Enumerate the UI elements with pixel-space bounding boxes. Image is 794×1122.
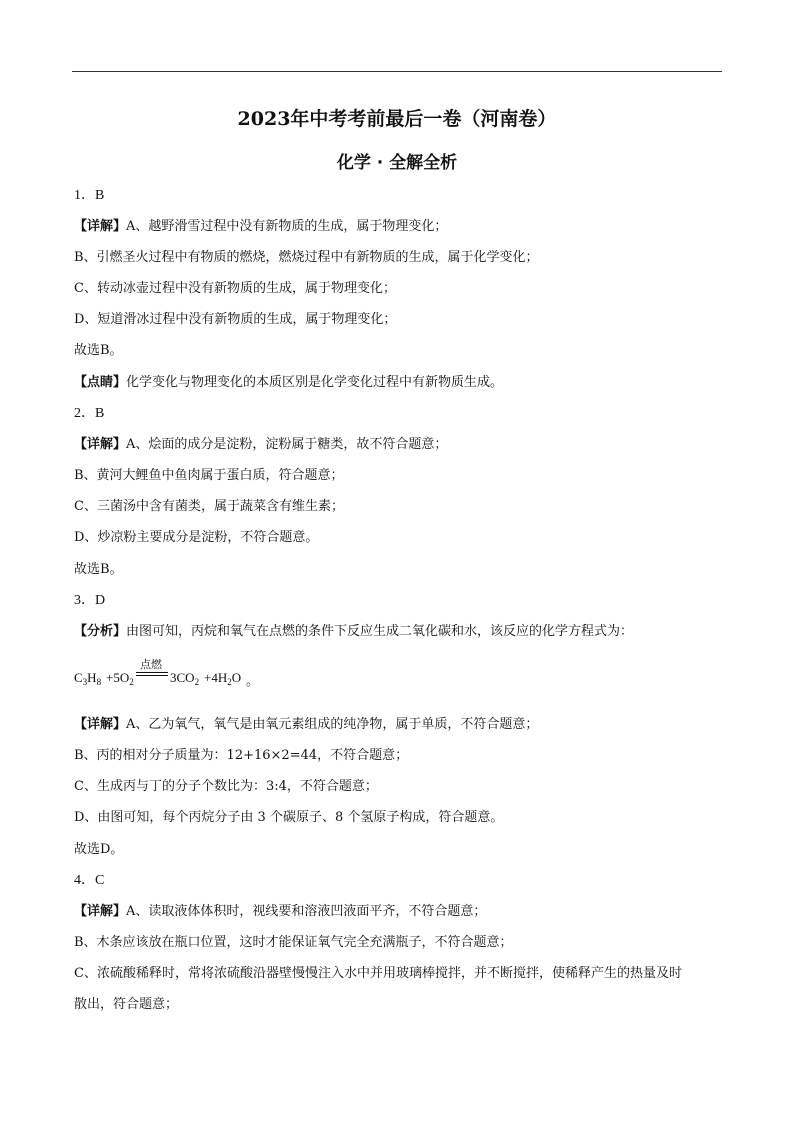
answer-text: B、黄河大鲤鱼中鱼肉属于蛋白质，符合题意； [74, 468, 344, 483]
answer-line [74, 841, 728, 859]
question-number: 1．B [74, 188, 105, 203]
answer-text: 故选B。 [74, 343, 123, 358]
section-tag: 【点睛】 [74, 375, 127, 390]
answer-line [74, 280, 728, 298]
equation-reactant-propane: $C_3H_8$ [74, 670, 102, 687]
section-tag: 【分析】 [74, 624, 127, 639]
answer-text: 故选B。 [74, 562, 123, 577]
answer-line [74, 747, 728, 765]
answer-line [74, 934, 728, 952]
answer-text: D、短道滑冰过程中没有新物质的生成，属于物理变化； [74, 312, 397, 327]
answer-line [74, 529, 728, 547]
answer-text: C、生成丙与丁的分子个数比为：3:4，不符合题意； [74, 779, 378, 794]
answer-text: B、引燃圣火过程中有物质的燃烧，燃烧过程中有新物质的生成，属于化学变化； [74, 250, 539, 265]
answer-text: A、烩面的成分是淀粉，淀粉属于糖类，故不符合题意； [126, 437, 448, 452]
answer-line [74, 996, 728, 1014]
answer-line [74, 623, 728, 641]
answer-line [74, 436, 728, 454]
answer-text: A、乙为氧气，氧气是由氧元素组成的纯净物，属于单质，不符合题意； [126, 717, 539, 732]
answer-line [74, 249, 728, 267]
answer-line [74, 374, 728, 392]
answer-text: 散出，符合题意； [74, 997, 179, 1012]
equation-bar-bottom [136, 675, 168, 676]
page-subtitle: 化学 · 全解全析 [336, 153, 458, 173]
section-tag: 【详解】 [74, 219, 127, 234]
answer-text: A、读取液体体积时，视线要和溶液凹液面平齐，不符合题意； [126, 904, 487, 919]
answer-line [74, 903, 728, 921]
answer-text: 化学变化与物理变化的本质区别是化学变化过程中有新物质生成。 [126, 375, 504, 390]
answer-text: B、木条应该放在瓶口位置，这时才能保证氧气完全充满瓶子，不符合题意； [74, 935, 513, 950]
page-title: 2023年中考考前最后一卷（河南卷） [237, 108, 557, 130]
answer-text: C、浓硫酸稀释时，常将浓硫酸沿器壁慢慢注入水中并用玻璃棒搅拌，并不断搅拌，使稀释产生的热量及时 [74, 966, 682, 981]
section-tag: 【详解】 [74, 904, 127, 919]
answer-text: C、三菌汤中含有菌类，属于蔬菜含有维生素； [74, 499, 344, 514]
answer-line [74, 809, 728, 827]
answer-line [74, 498, 728, 516]
answer-line [74, 311, 728, 329]
equation-product-h2o: $+4H_2O$ [204, 670, 242, 687]
answer-line [74, 716, 728, 734]
equation-reactant-oxygen: $+5O_2$ [106, 670, 134, 687]
question-number: 4．C [74, 873, 105, 888]
question-number: 2．B [74, 406, 105, 421]
answer-text: C、转动冰壶过程中没有新物质的生成，属于物理变化； [74, 281, 396, 296]
answer-line [74, 778, 728, 796]
answer-text: D、炒凉粉主要成分是淀粉，不符合题意。 [74, 530, 319, 545]
header-rule [72, 71, 722, 72]
answer-text: B、丙的相对分子质量为：12+16×2=44，不符合题意； [74, 748, 409, 763]
chemical-equation [74, 656, 374, 690]
answer-line [74, 561, 728, 579]
answer-text: 故选D。 [74, 842, 124, 857]
answer-line [74, 467, 728, 485]
answer-line [74, 218, 728, 236]
answer-line [74, 965, 728, 983]
answer-text: A、越野滑雪过程中没有新物质的生成，属于物理变化； [126, 219, 448, 234]
answer-text: 由图可知，丙烷和氧气在点燃的条件下反应生成二氧化碳和水，该反应的化学方程式为： [126, 624, 634, 639]
section-tag: 【详解】 [74, 717, 127, 732]
equation-end: 。 [246, 673, 260, 688]
section-tag: 【详解】 [74, 437, 127, 452]
answer-line [74, 342, 728, 360]
equation-condition: 点燃 [140, 658, 162, 671]
equation-product-co2: $3CO_2$ [170, 670, 200, 687]
question-number: 3．D [74, 593, 106, 608]
equation-bar-top [136, 672, 168, 673]
answer-text: D、由图可知，每个丙烷分子由 3 个碳原子、8 个氢原子构成，符合题意。 [74, 810, 504, 825]
